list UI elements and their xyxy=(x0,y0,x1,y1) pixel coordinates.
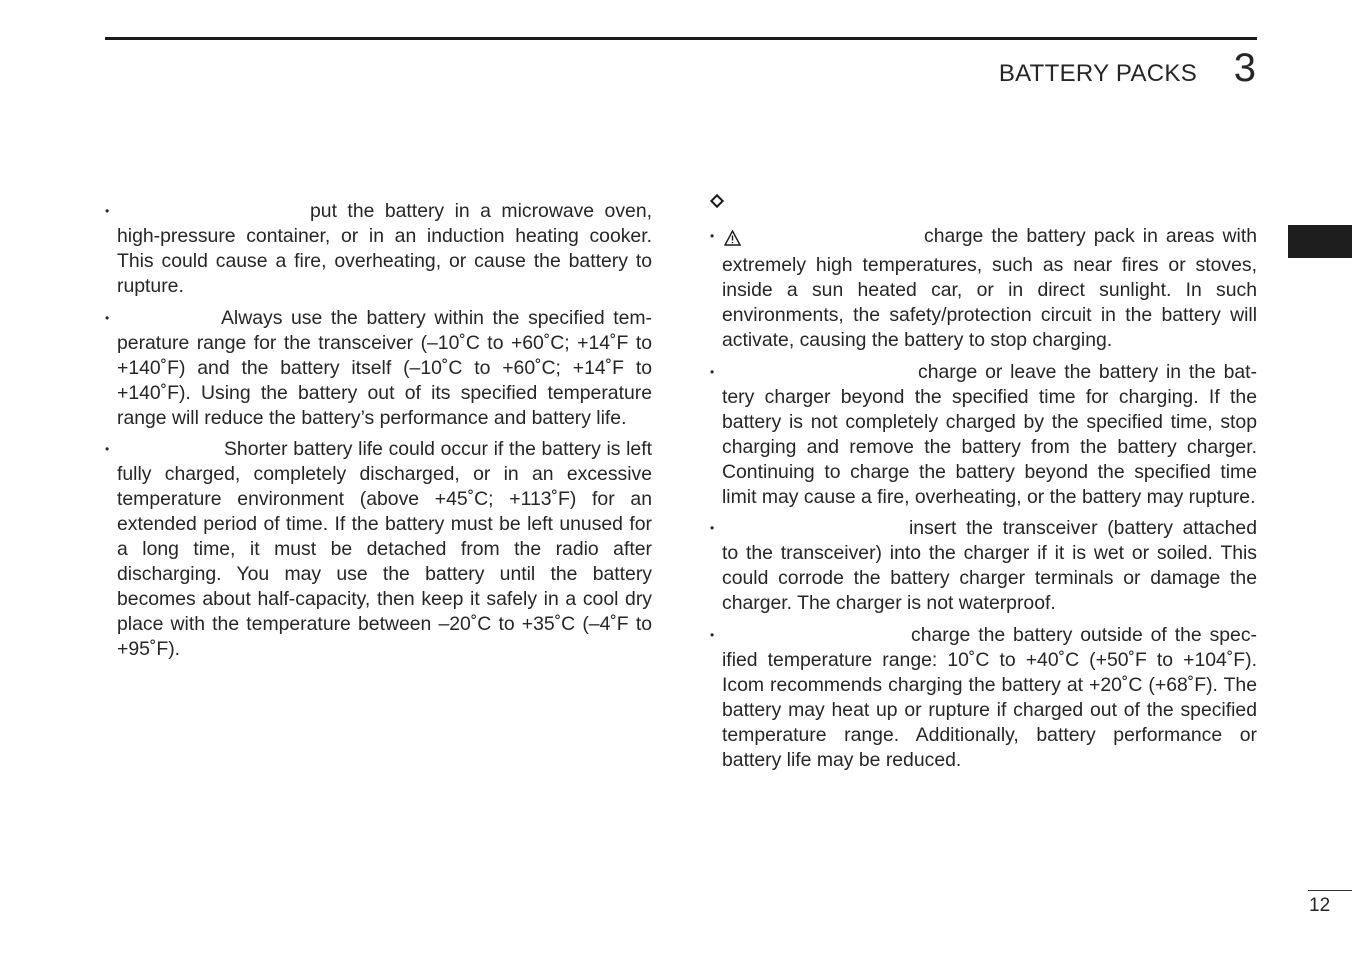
page-number: 12 xyxy=(1309,895,1331,916)
left-column xyxy=(105,199,652,669)
item-text: high-pressure container, or in an induction heating cooker. This could cause a fire, overheating, or cause the battery to rupture. xyxy=(117,225,652,297)
item-first-line: insert the transceiver (battery attached xyxy=(909,517,1257,539)
footer-rule xyxy=(1308,890,1352,891)
bullet: • xyxy=(105,442,110,456)
diamond-icon xyxy=(710,194,724,208)
bullet: • xyxy=(710,521,715,535)
item-first-line: put the battery in a microwave oven, xyxy=(310,200,652,222)
chapter-number: 3 xyxy=(1233,46,1256,90)
bullet: • xyxy=(105,310,110,325)
item-first-line: charge the battery outside of the spec- xyxy=(911,623,1257,646)
warning-icon xyxy=(724,228,741,253)
list-item xyxy=(710,360,1257,510)
bullet: • xyxy=(710,229,715,243)
chapter-thumb-tab xyxy=(1288,225,1352,258)
item-text: ified temperature range: 10˚C to +40˚C (+50˚F to +104˚F). Icom recommends charging the battery at +20˚C (+68˚F). The battery may heat up or rupture if charged out of the specified temperature range. Additionally, battery performance or battery life may be reduced. xyxy=(722,648,1257,771)
item-text: perature range for the transceiver (–10˚C to +60˚C; +14˚F to +140˚F) and the battery itself (–10˚C to +60˚C; +14˚F to +140˚F). Using the battery out of its specified temperature range will reduce the battery’s performance and battery life. xyxy=(117,331,652,429)
bullet: • xyxy=(710,364,715,379)
bullet: • xyxy=(105,204,110,218)
item-first-line: charge the battery pack in areas with xyxy=(924,225,1257,247)
right-column xyxy=(710,190,1257,779)
list-item xyxy=(105,437,652,662)
bullet: • xyxy=(710,627,715,642)
list-item xyxy=(710,516,1257,616)
item-text: left fully charged, completely discharged, or in an excessive temperature environment (above +45˚C; +113˚F) for an extended period of time. If the battery must be left unused for a long time, it must be detached from the radio after discharging. You may use the battery until the battery becomes about half-capacity, then keep it safely in a cool dry place with the temperature between –20˚C to +35˚C (–4˚F to +95˚F). xyxy=(117,438,652,660)
item-first-line: charge or leave the battery in the bat- xyxy=(918,360,1257,383)
item-text: extremely high temperatures, such as near fires or stoves, inside a sun heated car, or in direct sunlight. In such environments, the safety/protection circuit in the battery will activate, causing the battery to stop charging. xyxy=(722,254,1257,351)
list-item xyxy=(105,306,652,431)
list-item xyxy=(710,224,1257,353)
item-first-line: Always use the battery within the specified tem- xyxy=(221,306,652,329)
list-item xyxy=(105,199,652,299)
list-item xyxy=(710,623,1257,773)
top-rule xyxy=(105,37,1257,40)
section-heading-row xyxy=(710,190,1257,214)
item-first-line: Shorter battery life could occur if the battery is xyxy=(224,438,621,460)
item-text: tery charger beyond the specified time for charging. If the battery is not completely charged by the specified time, stop charging and remove the battery from the battery charger. Continuing to charge the battery beyond the specified time limit may cause a fire, overheating, or the battery may rupture. xyxy=(722,385,1257,508)
item-text: to the transceiver) into the charger if it is wet or soiled. This could corrode the battery charger terminals or damage the charger. The charger is not waterproof. xyxy=(722,542,1257,614)
section-title: BATTERY PACKS xyxy=(998,60,1197,87)
